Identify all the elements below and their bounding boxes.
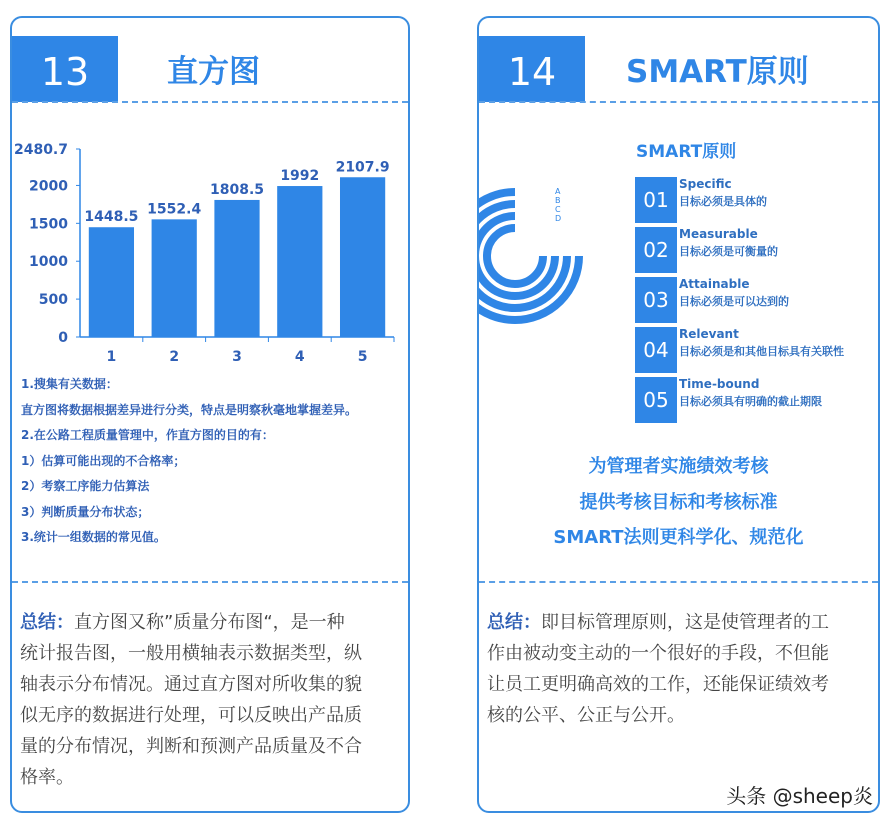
item-description: 目标必须是可以达到的 bbox=[679, 295, 789, 308]
note-line: 1）估算可能出现的不合格率； bbox=[21, 453, 186, 468]
divider bbox=[479, 581, 878, 583]
item-description: 目标必须是可衡量的 bbox=[679, 245, 778, 258]
bar-value-label: 2107.9 bbox=[335, 159, 390, 176]
item-heading: Relevant bbox=[679, 327, 739, 341]
card-title: 直方图 bbox=[167, 54, 260, 90]
histogram-card bbox=[10, 16, 410, 813]
note-line: 3）判断质量分布状态； bbox=[21, 504, 150, 519]
item-description: 目标必须具有明确的截止期限 bbox=[679, 395, 822, 408]
section-number: 13 bbox=[40, 50, 90, 94]
summary-text bbox=[20, 607, 404, 793]
x-tick-label: 3 bbox=[232, 349, 242, 365]
point-line: 为管理者实施绩效考核 bbox=[588, 456, 769, 477]
summary-label: 总结： bbox=[487, 612, 541, 633]
item-heading: Attainable bbox=[679, 277, 750, 291]
divider bbox=[479, 101, 878, 103]
note-line: 3.统计一组数据的常见值。 bbox=[21, 530, 166, 544]
summary-label: 总结： bbox=[20, 612, 74, 633]
bar-value-label: 1808.5 bbox=[209, 181, 265, 198]
summary-text bbox=[487, 607, 875, 731]
divider bbox=[12, 101, 408, 103]
x-tick-label: 4 bbox=[294, 349, 305, 365]
ring-diagram bbox=[479, 184, 599, 324]
summary-line: 直方图又称”质量分布图“，是一种 bbox=[74, 612, 345, 633]
bar-value-label: 1552.4 bbox=[147, 201, 202, 218]
section-number: 14 bbox=[507, 50, 557, 94]
diagram-subtitle: SMART原则 bbox=[636, 142, 737, 162]
y-tick-label: 2480.7 bbox=[13, 142, 68, 158]
histogram-bar bbox=[340, 177, 385, 337]
histogram-bar bbox=[214, 200, 259, 337]
point-line: 提供考核目标和考核标准 bbox=[579, 492, 778, 513]
y-tick-label: 500 bbox=[38, 292, 68, 309]
ring-arc-d bbox=[487, 228, 543, 284]
bar-value-label: 1992 bbox=[280, 168, 320, 185]
summary-line: 作由被动变主动的一个很好的手段，不但能 bbox=[487, 643, 829, 664]
item-description: 目标必须是具体的 bbox=[679, 195, 767, 208]
bar-value-label: 1448.5 bbox=[84, 209, 139, 226]
summary-line: 即目标管理原则，这是使管理者的工 bbox=[541, 612, 829, 633]
x-tick-label: 2 bbox=[169, 349, 180, 365]
summary-line: 核的公平、公正与公开。 bbox=[487, 705, 685, 726]
summary-line: 量的分布情况，判断和预测产品质量及不合 bbox=[20, 736, 362, 757]
ring-letter-d: D bbox=[555, 214, 562, 223]
watermark: 头条 @sheep炎 bbox=[726, 784, 873, 808]
summary-line: 轴表示分布情况。通过直方图对所收集的貌 bbox=[20, 674, 362, 695]
item-number: 03 bbox=[635, 277, 677, 323]
histogram-bar bbox=[152, 219, 197, 337]
summary-line: 让员工更明确高效的工作，还能保证绩效考 bbox=[487, 674, 829, 695]
y-tick-label: 1500 bbox=[29, 216, 68, 233]
card-title: SMART原则 bbox=[626, 54, 809, 90]
divider bbox=[12, 581, 408, 583]
item-heading: Measurable bbox=[679, 227, 758, 241]
note-line: 1.搜集有关数据： bbox=[21, 377, 118, 391]
ring-letter-a: A bbox=[555, 187, 561, 196]
notes-block bbox=[21, 372, 357, 551]
histogram-bar bbox=[89, 227, 134, 337]
smart-card bbox=[477, 16, 880, 813]
y-tick-label: 2000 bbox=[29, 178, 68, 195]
x-tick-label: 5 bbox=[357, 349, 368, 365]
note-line: 2）考察工序能力估算法 bbox=[21, 479, 150, 493]
note-line: 直方图将数据根据差异进行分类，特点是明察秋毫地掌握差异。 bbox=[21, 402, 358, 417]
point-line: SMART法则更科学化、规范化 bbox=[553, 527, 804, 548]
item-number: 01 bbox=[635, 177, 677, 223]
item-heading: Specific bbox=[679, 177, 732, 191]
histogram-bar bbox=[277, 186, 322, 337]
note-line: 2.在公路工程质量管理中，作直方图的目的有： bbox=[21, 428, 274, 442]
summary-line: 似无序的数据进行处理，可以反映出产品质 bbox=[20, 705, 362, 726]
section-number-box bbox=[479, 36, 585, 102]
y-tick-label: 0 bbox=[58, 330, 68, 346]
item-number: 04 bbox=[635, 327, 677, 373]
item-heading: Time-bound bbox=[679, 377, 760, 391]
ring-letter-c: C bbox=[555, 205, 561, 214]
section-number-box bbox=[12, 36, 118, 102]
y-tick-label: 1000 bbox=[29, 254, 68, 271]
summary-line: 格率。 bbox=[20, 767, 74, 788]
item-number: 05 bbox=[635, 377, 677, 423]
item-description: 目标必须是和其他目标具有关联性 bbox=[679, 345, 844, 358]
item-number: 02 bbox=[635, 227, 677, 273]
x-tick-label: 1 bbox=[106, 349, 117, 365]
ring-letter-b: B bbox=[555, 196, 561, 205]
summary-line: 统计报告图，一般用横轴表示数据类型，纵 bbox=[20, 643, 362, 664]
histogram-chart bbox=[12, 138, 408, 373]
